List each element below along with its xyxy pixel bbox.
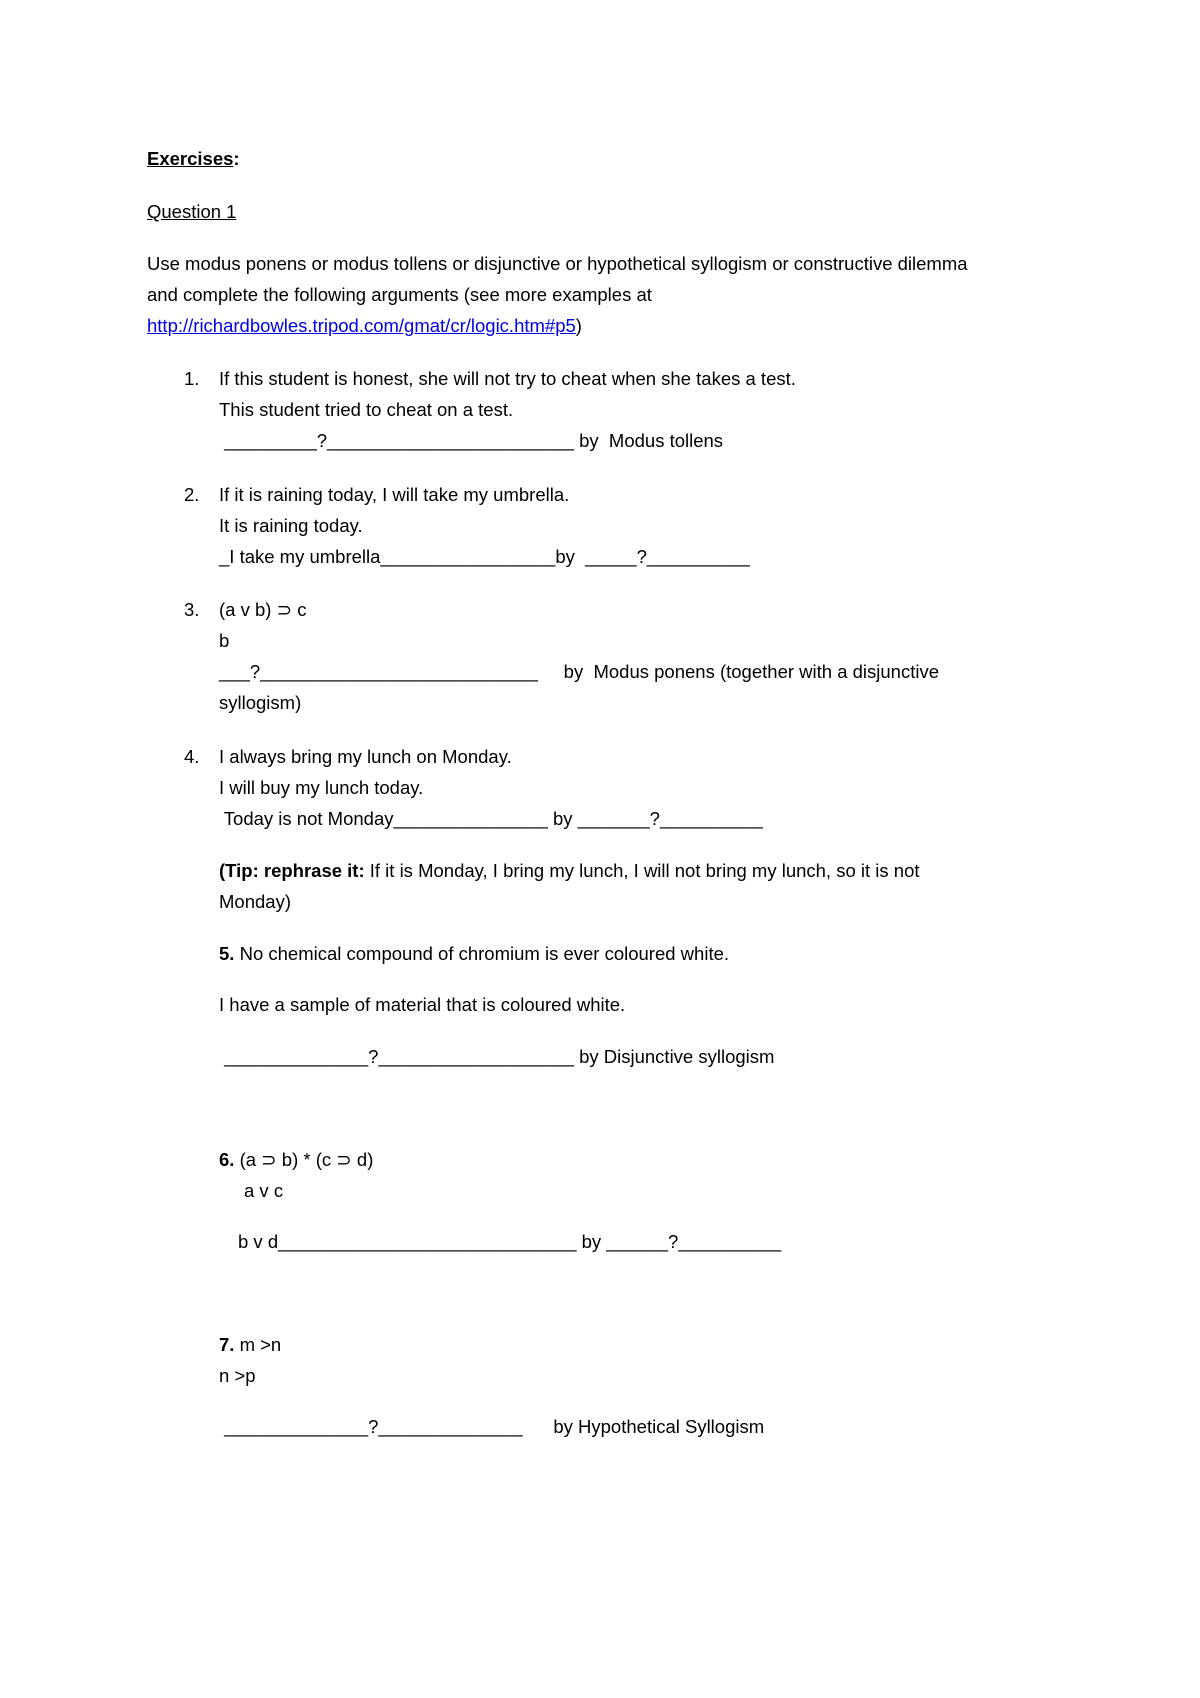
intro-line-2: and complete the following arguments (see more examples at: [147, 284, 652, 305]
item-2-line-2: It is raining today.: [219, 515, 363, 536]
item-5-answer-line: ______________?___________________ by Disjunctive syllogism: [219, 1046, 775, 1067]
item-number: 7.: [219, 1334, 235, 1355]
item-2-line-1: If it is raining today, I will take my umbrella.: [219, 484, 570, 505]
item-number: 3.: [184, 599, 200, 620]
item-7-line-2: n >p: [219, 1365, 256, 1386]
item-number: 5.: [219, 943, 235, 964]
exercises-heading: Exercises:: [147, 148, 240, 169]
item-number: 1.: [184, 368, 200, 389]
logic-link[interactable]: http://richardbowles.tripod.com/gmat/cr/logic.htm#p5: [147, 315, 576, 336]
item-4-answer-line: Today is not Monday_______________ by _______?__________: [219, 808, 763, 829]
item-3-line-4: syllogism): [219, 692, 302, 713]
item-5-line-1: 5. No chemical compound of chromium is ever coloured white.: [219, 943, 730, 964]
intro-line-1: Use modus ponens or modus tollens or disjunctive or hypothetical syllogism or constructive dilemma: [147, 253, 968, 274]
item-1-answer-line: _________?________________________ by Modus tollens: [219, 430, 724, 451]
item-number: 2.: [184, 484, 200, 505]
item-3-answer-line: ___?___________________________ by Modus ponens (together with a disjunctive: [219, 661, 940, 682]
question-title: Question 1: [147, 201, 237, 222]
item-6-answer-line: b v d_____________________________ by ______?__________: [238, 1231, 782, 1252]
item-5-line-2: I have a sample of material that is coloured white.: [219, 994, 626, 1015]
item-7-line-1: 7. m >n: [219, 1334, 282, 1355]
intro-line-3: http://richardbowles.tripod.com/gmat/cr/logic.htm#p5): [147, 315, 582, 336]
item-number: 6.: [219, 1149, 235, 1170]
item-number: 4.: [184, 746, 200, 767]
item-2-answer-line: _I take my umbrella_________________by _____?__________: [219, 546, 750, 567]
item-4-tip-line-1: (Tip: rephrase it: If it is Monday, I bring my lunch, I will not bring my lunch, so it is not: [219, 860, 920, 881]
item-4-tip-line-2: Monday): [219, 891, 291, 912]
item-1-line-1: If this student is honest, she will not try to cheat when she takes a test.: [219, 368, 796, 389]
item-4-line-2: I will buy my lunch today.: [219, 777, 424, 798]
item-4-line-1: I always bring my lunch on Monday.: [219, 746, 512, 767]
item-1-line-2: This student tried to cheat on a test.: [219, 399, 514, 420]
item-6-line-2: a v c: [244, 1180, 284, 1201]
item-3-line-2: b: [219, 630, 230, 651]
item-3-line-1: (a v b) ⊃ c: [219, 599, 307, 620]
item-7-answer-line: ______________?______________ by Hypothetical Syllogism: [219, 1416, 765, 1437]
item-6-line-1: 6. (a ⊃ b) * (c ⊃ d): [219, 1149, 374, 1170]
